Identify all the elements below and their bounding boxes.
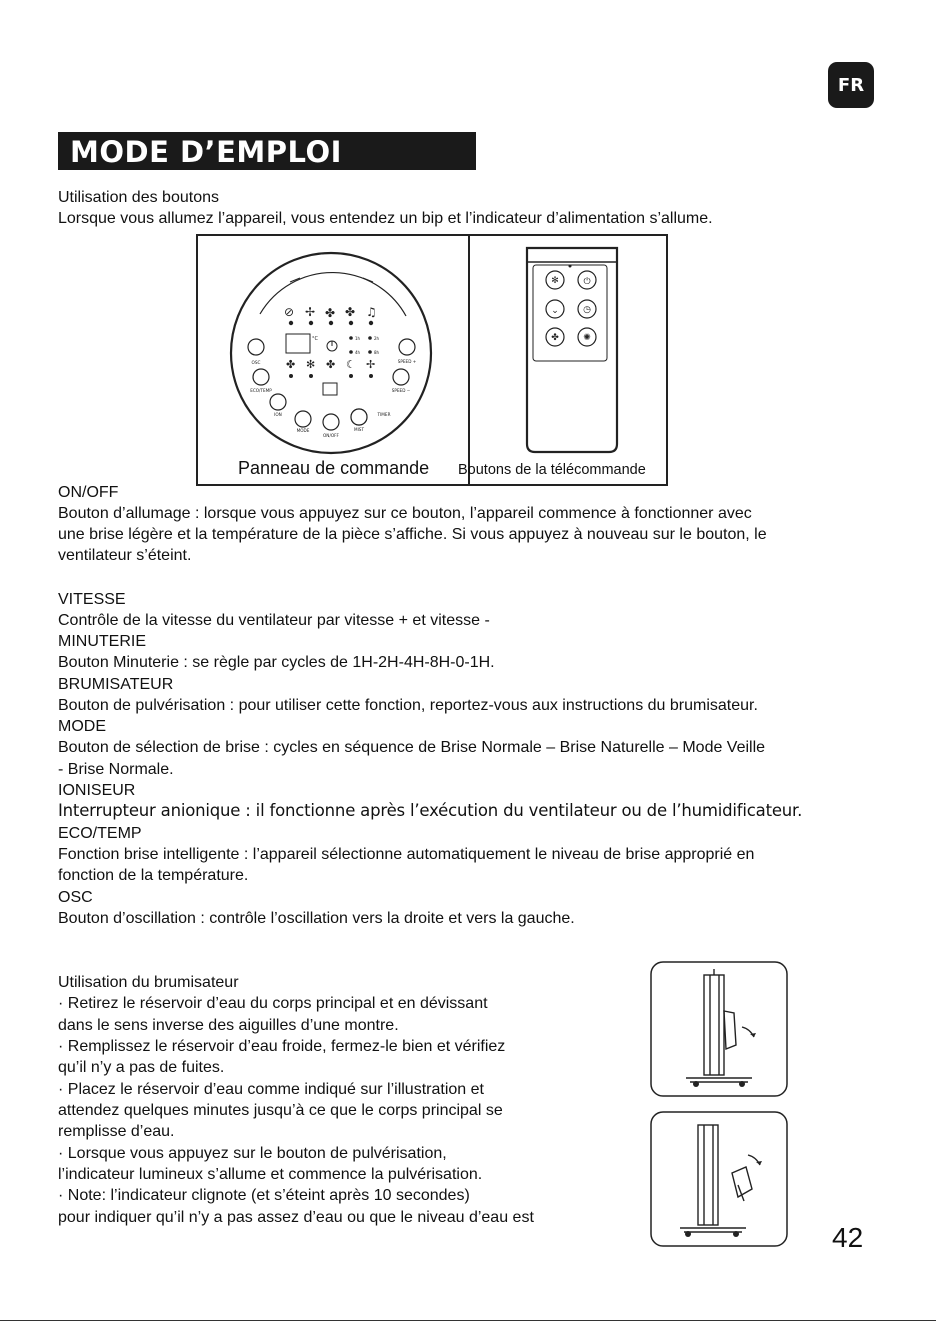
minuterie-title: MINUTERIE <box>58 633 146 650</box>
eco-line-2: fonction de la température. <box>58 867 249 884</box>
page-number: 42 <box>832 1222 864 1253</box>
eco-line-1: Fonction brise intelligente : l’appareil sélectionne automatiquement le niveau de brise approprié en <box>58 846 755 863</box>
brumisateur-usage-line: · Placez le réservoir d’eau comme indiqué sur l’illustration et <box>58 1081 484 1098</box>
osc-label: OSC <box>251 360 261 365</box>
brumisateur-usage-line: · Remplissez le réservoir d’eau froide, fermez-le bien et vérifiez <box>58 1038 506 1055</box>
svg-text:☾: ☾ <box>346 358 356 371</box>
onoff-line-1: Bouton d’allumage : lorsque vous appuyez sur ce bouton, l’appareil commence à fonctionner avec <box>58 505 752 522</box>
brumisateur-usage-line: qu’il n’y a pas de fuites. <box>58 1059 225 1076</box>
minuterie-text: Bouton Minuterie : se règle par cycles de 1H-2H-4H-8H-0-1H. <box>58 654 495 671</box>
svg-text:⊘: ⊘ <box>284 305 295 319</box>
page-title: MODE D’EMPLOI <box>58 132 476 170</box>
intro-heading: Utilisation des boutons <box>58 189 219 206</box>
timer-4h-mark: 4h <box>355 350 361 355</box>
timer-2h-mark: 2h <box>374 336 380 341</box>
onoff-title: ON/OFF <box>58 484 119 501</box>
svg-text:✤: ✤ <box>345 305 356 319</box>
ioniseur-text: Interrupteur anionique : il fonctionne après l’exécution du ventilateur ou de l’humidificateur. <box>58 801 803 820</box>
brumisateur-usage-line: · Note: l’indicateur clignote (et s’éteint après 10 secondes) <box>58 1187 470 1204</box>
speed-plus-panel-button <box>399 339 415 355</box>
remote-control <box>527 248 617 452</box>
eco-title: ECO/TEMP <box>58 825 142 842</box>
timer-label: TIMER <box>377 412 391 417</box>
svg-text:✤: ✤ <box>326 358 336 371</box>
osc-text: Bouton d’oscillation : contrôle l’oscillation vers la droite et vers la gauche. <box>58 910 575 927</box>
eco-temp-label: ECO/TEMP <box>250 388 272 393</box>
mode-title: MODE <box>58 718 106 735</box>
onoff-line-2: une brise légère et la température de la pièce s’affiche. Si vous appuyez à nouveau sur le bouton, le <box>58 526 767 543</box>
osc-panel-button <box>248 339 264 355</box>
svg-text:✻: ✻ <box>551 276 559 286</box>
svg-text:✻: ✻ <box>306 358 316 371</box>
brumisateur-usage-line: l’indicateur lumineux s’allume et commence la pulvérisation. <box>58 1166 483 1183</box>
ioniseur-title: IONISEUR <box>58 782 136 799</box>
remote-caption: Boutons de la télécommande <box>458 462 646 478</box>
illustration-remove-tank <box>650 961 788 1097</box>
svg-text:✢: ✢ <box>366 358 376 371</box>
brumisateur-usage-line: dans le sens inverse des aiguilles d’une montre. <box>58 1017 399 1034</box>
svg-text:✤: ✤ <box>551 333 559 343</box>
brumisateur-usage-line: · Lorsque vous appuyez sur le bouton de pulvérisation, <box>58 1145 447 1162</box>
osc-title: OSC <box>58 889 93 906</box>
brumisateur-title: BRUMISATEUR <box>58 676 174 693</box>
eco-temp-panel-button <box>253 369 269 385</box>
intro-text: Lorsque vous allumez l’appareil, vous entendez un bip et l’indicateur d’alimentation s’allume. <box>58 210 713 227</box>
bottom-divider <box>0 1320 936 1321</box>
diagram-figure <box>196 234 668 486</box>
brumisateur-usage-line: attendez quelques minutes jusqu’à ce que le corps principal se <box>58 1102 503 1119</box>
temp-unit: °C <box>312 336 318 342</box>
brumisateur-usage-heading: Utilisation du brumisateur <box>58 974 239 991</box>
svg-text:♫: ♫ <box>366 305 377 319</box>
svg-text:✢: ✢ <box>305 305 316 319</box>
vitesse-title: VITESSE <box>58 591 126 608</box>
onoff-line-3: ventilateur s’éteint. <box>58 547 192 564</box>
control-diagram <box>196 234 668 486</box>
speed-minus-label: SPEED − <box>391 388 411 393</box>
vitesse-text: Contrôle de la vitesse du ventilateur par vitesse + et vitesse - <box>58 612 490 629</box>
mode-panel-button <box>295 411 311 427</box>
brumisateur-usage-line: · Retirez le réservoir d’eau du corps principal et en dévissant <box>58 995 488 1012</box>
on-off-label: ON/OFF <box>323 433 339 438</box>
panel-caption: Panneau de commande <box>238 458 430 478</box>
svg-text:✤: ✤ <box>325 306 336 320</box>
svg-text:✤: ✤ <box>286 358 296 371</box>
on-off-panel-button <box>323 414 339 430</box>
mode-label: MODE <box>296 428 310 433</box>
brumisateur-text: Bouton de pulvérisation : pour utiliser cette fonction, reportez-vous aux instructions du brumisateur. <box>58 697 758 714</box>
svg-text:⏻: ⏻ <box>583 277 591 287</box>
timer-8h-mark: 8h <box>374 350 380 355</box>
svg-text:⌄: ⌄ <box>551 306 559 316</box>
brumisateur-usage-line: remplisse d’eau. <box>58 1123 175 1140</box>
mode-line-2: - Brise Normale. <box>58 761 174 778</box>
mist-label: MIST <box>353 427 365 432</box>
mode-line-1: Bouton de sélection de brise : cycles en séquence de Brise Normale – Brise Naturelle – Mode Veille <box>58 739 766 756</box>
language-badge: FR <box>828 62 874 108</box>
speed-plus-label: SPEED + <box>397 359 417 364</box>
ion-panel-button <box>270 394 286 410</box>
mode-icons <box>284 305 377 320</box>
svg-text:✺: ✺ <box>583 333 591 343</box>
timer-1h-mark: 1h <box>355 336 361 341</box>
brumisateur-usage-line: pour indiquer qu’il n’y a pas assez d’eau ou que le niveau d’eau est <box>58 1209 534 1226</box>
svg-text:◷: ◷ <box>583 305 591 315</box>
ion-label: ION <box>274 412 282 417</box>
speed-minus-panel-button <box>393 369 409 385</box>
illustration-fill-tank <box>650 1111 788 1247</box>
